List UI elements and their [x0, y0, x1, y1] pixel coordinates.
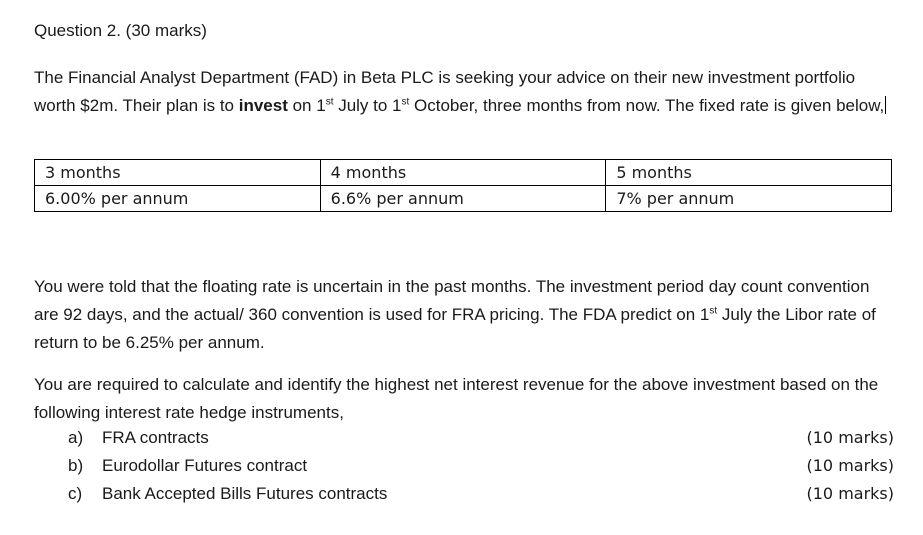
instrument-list: [34, 424, 894, 508]
question-page: [34, 18, 894, 503]
list-item-label: Bank Accepted Bills Futures contracts: [102, 484, 388, 503]
list-item-label: Eurodollar Futures contract: [102, 456, 308, 475]
list-item: [34, 480, 894, 508]
table-header-cell: 3 months: [35, 160, 321, 186]
context-text-1: You were told that the floating rate is uncertain in the past months. The investment period day count convention are 92 days, and the actual/ 360 convention is used for FRA pricing. The FDA predict on 1: [34, 277, 870, 324]
intro-text-2: on 1: [287, 96, 326, 115]
intro-sup-1: st: [325, 96, 334, 108]
table-row: [35, 186, 892, 212]
context-sup: st: [709, 305, 718, 317]
list-item-label: FRA contracts: [102, 428, 209, 447]
fixed-rate-table: [34, 159, 892, 212]
question-heading: Question 2. (30 marks): [34, 21, 207, 40]
marks-label: (10 marks): [806, 456, 894, 475]
list-marker: c): [68, 484, 83, 503]
intro-bold-invest: invest: [238, 96, 288, 115]
table-row: [35, 160, 892, 186]
context-paragraph: [34, 273, 894, 357]
list-item: [34, 452, 894, 480]
intro-paragraph: [34, 64, 894, 120]
intro-text-4: October, three months from now. The fixed rate is given below,: [409, 96, 885, 115]
text-cursor: [885, 96, 886, 114]
table-header-cell: 4 months: [320, 160, 606, 186]
table-cell: 6.00% per annum: [35, 186, 321, 212]
task-paragraph: You are required to calculate and identify the highest net interest revenue for the above investment based on the following interest rate hedge instruments,: [34, 375, 879, 422]
table-header-cell: 5 months: [606, 160, 892, 186]
marks-label: (10 marks): [806, 484, 894, 503]
intro-text-1: The Financial Analyst Department (FAD) in Beta PLC is seeking your advice on their new investment portfolio worth $2m. Their plan is to: [34, 68, 856, 115]
marks-label: (10 marks): [806, 428, 894, 447]
list-item: [34, 424, 894, 452]
intro-sup-2: st: [401, 96, 410, 108]
context-text-2: July the Libor rate of return to be 6.25% per annum.: [34, 305, 876, 352]
table-cell: 6.6% per annum: [320, 186, 606, 212]
intro-text-3: July to 1: [333, 96, 402, 115]
list-marker: a): [68, 428, 84, 447]
list-marker: b): [68, 456, 84, 475]
table-cell: 7% per annum: [606, 186, 892, 212]
